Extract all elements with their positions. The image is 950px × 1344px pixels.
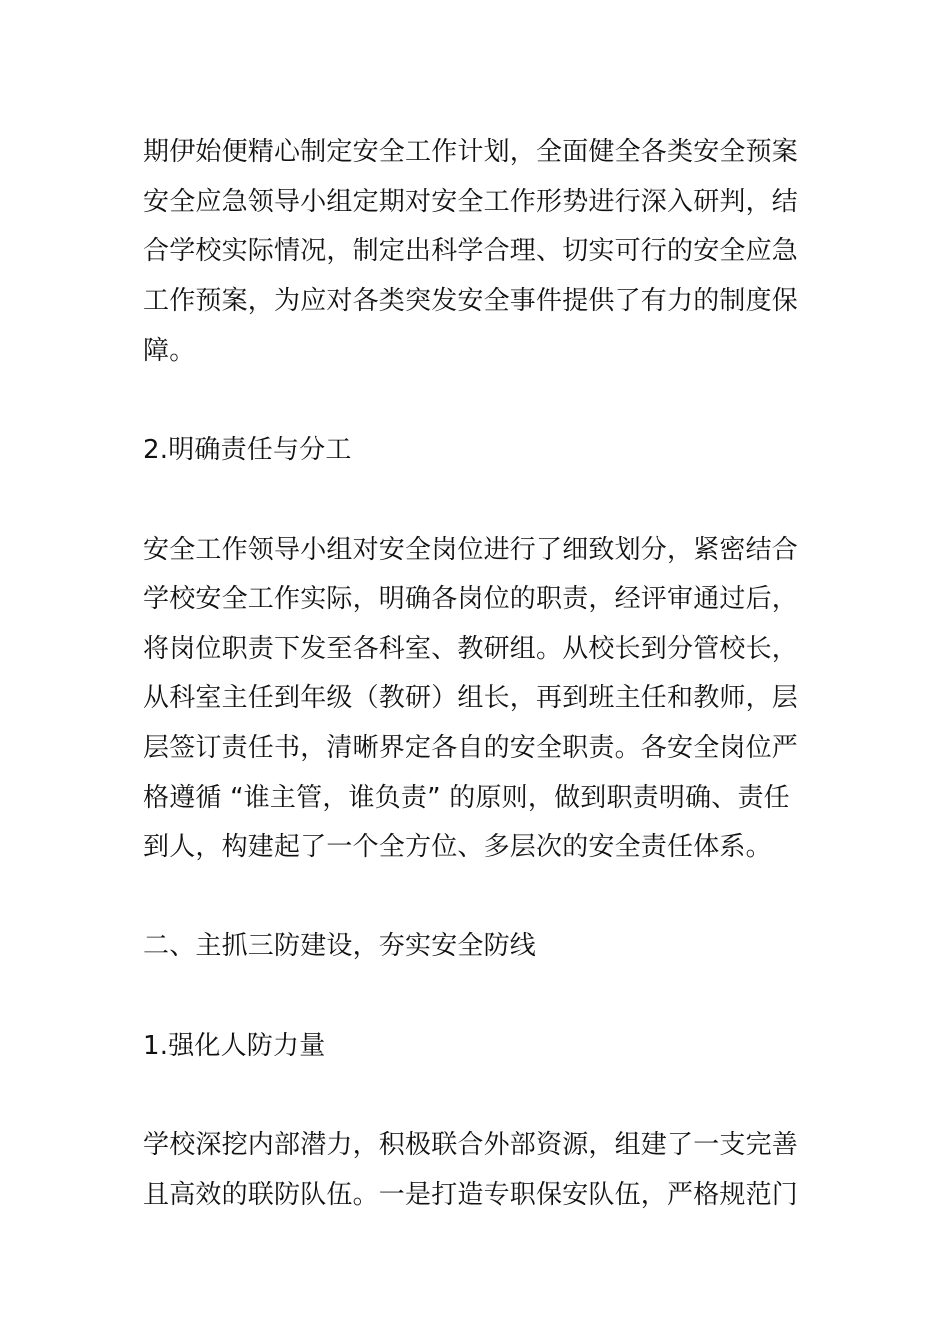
paragraph-3-line-2: 且高效的联防队伍。一是打造专职保安队伍，严格规范门: [143, 1180, 799, 1210]
paragraph-1-line-2: 安全应急领导小组定期对安全工作形势进行深入研判，结: [143, 187, 799, 217]
subheading-responsibility: 2.明确责任与分工: [143, 435, 352, 465]
subheading-human-defense: 1.强化人防力量: [143, 1031, 326, 1061]
paragraph-2-line-7: 到人，构建起了一个全方位、多层次的安全责任体系。: [143, 832, 772, 862]
paragraph-2-line-6: 格遵循 “谁主管，谁负责” 的原则，做到职责明确、责任: [143, 783, 790, 813]
paragraph-2-line-3: 将岗位职责下发至各科室、教研组。从校长到分管校长，: [143, 634, 799, 664]
paragraph-1-line-5: 障。: [143, 336, 196, 366]
paragraph-1-line-1: 期伊始便精心制定安全工作计划，全面健全各类安全预案: [143, 137, 799, 167]
paragraph-1-line-4: 工作预案，为应对各类突发安全事件提供了有力的制度保: [143, 286, 799, 316]
section-heading-three-defenses: 二、主抓三防建设，夯实安全防线: [143, 931, 537, 961]
paragraph-2-line-1: 安全工作领导小组对安全岗位进行了细致划分，紧密结合: [143, 535, 799, 565]
paragraph-2-line-2: 学校安全工作实际，明确各岗位的职责，经评审通过后，: [143, 584, 799, 614]
paragraph-2-line-4: 从科室主任到年级（教研）组长，再到班主任和教师，层: [143, 683, 799, 713]
paragraph-3-line-1: 学校深挖内部潜力，积极联合外部资源，组建了一支完善: [143, 1130, 799, 1160]
paragraph-1-line-3: 合学校实际情况，制定出科学合理、切实可行的安全应急: [143, 236, 799, 266]
paragraph-2-line-5: 层签订责任书，清晰界定各自的安全职责。各安全岗位严: [143, 733, 799, 763]
